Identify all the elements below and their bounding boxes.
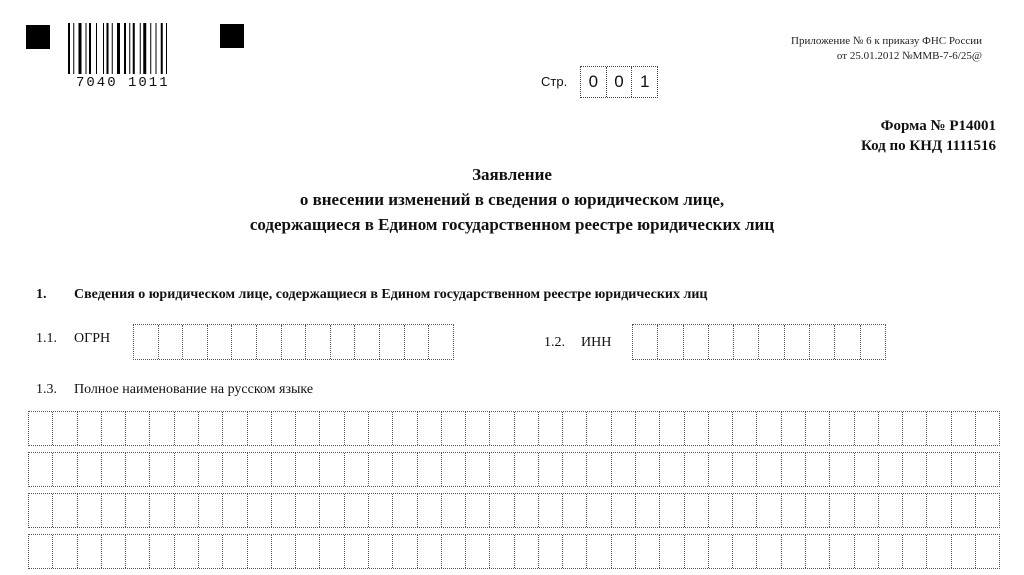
full-name-char-cell[interactable] xyxy=(125,494,149,527)
full-name-char-cell[interactable] xyxy=(611,412,635,445)
full-name-char-cell[interactable] xyxy=(465,535,489,568)
full-name-char-cell[interactable] xyxy=(708,412,732,445)
full-name-char-cell[interactable] xyxy=(392,453,416,486)
full-name-char-cell[interactable] xyxy=(829,453,853,486)
full-name-char-cell[interactable] xyxy=(586,494,610,527)
full-name-char-cell[interactable] xyxy=(611,453,635,486)
inn-char-cell[interactable] xyxy=(683,325,708,359)
ogrn-char-cell[interactable] xyxy=(354,325,379,359)
full-name-char-cell[interactable] xyxy=(465,453,489,486)
inn-char-cell[interactable] xyxy=(708,325,733,359)
full-name-char-cell[interactable] xyxy=(77,535,101,568)
barcode-bar xyxy=(161,23,163,74)
document-title: Заявление xyxy=(472,165,552,184)
page-number-field[interactable] xyxy=(580,66,658,98)
ogrn-char-cell[interactable] xyxy=(182,325,207,359)
barcode-bar xyxy=(156,23,157,74)
full-name-char-cell[interactable] xyxy=(805,535,829,568)
full-name-char-cell[interactable] xyxy=(198,453,222,486)
full-name-char-cell[interactable] xyxy=(101,535,125,568)
full-name-char-cell[interactable] xyxy=(756,453,780,486)
full-name-char-cell[interactable] xyxy=(878,453,902,486)
inn-char-cell[interactable] xyxy=(809,325,834,359)
full-name-number: 1.3. xyxy=(36,382,57,397)
full-name-row-4[interactable] xyxy=(28,534,1000,569)
full-name-char-cell[interactable] xyxy=(295,494,319,527)
full-name-char-cell[interactable] xyxy=(854,535,878,568)
full-name-char-cell[interactable] xyxy=(902,412,926,445)
full-name-char-cell[interactable] xyxy=(52,535,76,568)
full-name-char-cell[interactable] xyxy=(659,453,683,486)
barcode-bar xyxy=(103,23,104,74)
page-number-label: Стр. xyxy=(541,74,568,89)
full-name-char-cell[interactable] xyxy=(635,494,659,527)
inn-char-cell[interactable] xyxy=(657,325,682,359)
full-name-char-cell[interactable] xyxy=(635,453,659,486)
full-name-char-cell[interactable] xyxy=(417,494,441,527)
corner-marker-left xyxy=(26,25,50,49)
full-name-char-cell[interactable] xyxy=(52,494,76,527)
full-name-char-cell[interactable] xyxy=(52,412,76,445)
ogrn-char-cell[interactable] xyxy=(379,325,404,359)
full-name-char-cell[interactable] xyxy=(247,535,271,568)
full-name-char-cell[interactable] xyxy=(538,453,562,486)
full-name-char-cell[interactable] xyxy=(222,453,246,486)
full-name-char-cell[interactable] xyxy=(368,453,392,486)
full-name-char-cell[interactable] xyxy=(29,535,52,568)
ogrn-char-cell[interactable] xyxy=(231,325,256,359)
full-name-char-cell[interactable] xyxy=(586,412,610,445)
full-name-char-cell[interactable] xyxy=(684,412,708,445)
full-name-char-cell[interactable] xyxy=(562,453,586,486)
full-name-char-cell[interactable] xyxy=(902,453,926,486)
full-name-char-cell[interactable] xyxy=(392,494,416,527)
full-name-char-cell[interactable] xyxy=(805,412,829,445)
full-name-char-cell[interactable] xyxy=(319,412,343,445)
full-name-char-cell[interactable] xyxy=(975,494,999,527)
full-name-char-cell[interactable] xyxy=(222,494,246,527)
form-number: Форма № Р14001 xyxy=(880,118,996,134)
inn-number: 1.2. xyxy=(544,335,565,350)
full-name-char-cell[interactable] xyxy=(392,535,416,568)
full-name-label: Полное наименование на русском языке xyxy=(74,382,314,397)
barcode-bar xyxy=(86,23,87,74)
full-name-char-cell[interactable] xyxy=(611,535,635,568)
form-identifier xyxy=(861,116,996,156)
full-name-char-cell[interactable] xyxy=(926,412,950,445)
full-name-char-cell[interactable] xyxy=(878,535,902,568)
full-name-char-cell[interactable] xyxy=(125,535,149,568)
full-name-char-cell[interactable] xyxy=(198,494,222,527)
full-name-char-cell[interactable] xyxy=(319,535,343,568)
full-name-char-cell[interactable] xyxy=(756,494,780,527)
barcode-bar xyxy=(150,23,151,74)
full-name-char-cell[interactable] xyxy=(562,494,586,527)
full-name-char-cell[interactable] xyxy=(465,494,489,527)
full-name-char-cell[interactable] xyxy=(854,412,878,445)
full-name-char-cell[interactable] xyxy=(586,535,610,568)
full-name-row-1[interactable] xyxy=(28,411,1000,446)
full-name-char-cell[interactable] xyxy=(29,412,52,445)
ogrn-char-cell[interactable] xyxy=(207,325,232,359)
full-name-char-cell[interactable] xyxy=(514,535,538,568)
full-name-char-cell[interactable] xyxy=(441,453,465,486)
full-name-char-cell[interactable] xyxy=(149,494,173,527)
full-name-char-cell[interactable] xyxy=(441,494,465,527)
full-name-char-cell[interactable] xyxy=(611,494,635,527)
ogrn-field[interactable] xyxy=(133,324,454,360)
full-name-char-cell[interactable] xyxy=(319,494,343,527)
barcode-icon xyxy=(68,23,200,74)
document-subtitle-line-2: содержащиеся в Едином государственном реестре юридических лиц xyxy=(249,215,775,234)
full-name-char-cell[interactable] xyxy=(902,494,926,527)
full-name-char-cell[interactable] xyxy=(295,412,319,445)
barcode-bar xyxy=(117,23,120,74)
full-name-char-cell[interactable] xyxy=(247,494,271,527)
full-name-char-cell[interactable] xyxy=(149,535,173,568)
full-name-char-cell[interactable] xyxy=(368,535,392,568)
full-name-char-cell[interactable] xyxy=(417,453,441,486)
barcode-bar xyxy=(107,23,109,74)
full-name-row-2[interactable] xyxy=(28,452,1000,487)
barcode-bar xyxy=(140,23,141,74)
full-name-char-cell[interactable] xyxy=(635,412,659,445)
corner-marker-right xyxy=(220,24,244,48)
barcode-bar xyxy=(133,23,135,74)
full-name-char-cell[interactable] xyxy=(684,494,708,527)
section-title: Сведения о юридическом лице, содержащиеся в Едином государственном реестре юридических лиц xyxy=(74,287,708,302)
full-name-char-cell[interactable] xyxy=(732,535,756,568)
form-knd-code: Код по КНД 1111516 xyxy=(860,138,996,154)
full-name-char-cell[interactable] xyxy=(271,412,295,445)
barcode-bar xyxy=(166,23,167,74)
full-name-char-cell[interactable] xyxy=(247,453,271,486)
full-name-char-cell[interactable] xyxy=(732,412,756,445)
ogrn-char-cell[interactable] xyxy=(428,325,453,359)
full-name-char-cell[interactable] xyxy=(101,453,125,486)
full-name-char-cell[interactable] xyxy=(562,535,586,568)
full-name-char-cell[interactable] xyxy=(174,453,198,486)
ogrn-char-cell[interactable] xyxy=(404,325,429,359)
full-name-char-cell[interactable] xyxy=(562,412,586,445)
barcode-number: 7040 1011 xyxy=(76,75,170,91)
full-name-char-cell[interactable] xyxy=(878,494,902,527)
full-name-char-cell[interactable] xyxy=(538,535,562,568)
ogrn-char-cell[interactable] xyxy=(305,325,330,359)
full-name-char-cell[interactable] xyxy=(902,535,926,568)
full-name-char-cell[interactable] xyxy=(684,535,708,568)
full-name-char-cell[interactable] xyxy=(538,494,562,527)
full-name-char-cell[interactable] xyxy=(29,494,52,527)
full-name-char-cell[interactable] xyxy=(951,412,975,445)
full-name-char-cell[interactable] xyxy=(659,412,683,445)
full-name-char-cell[interactable] xyxy=(878,412,902,445)
appendix-line-2: от 25.01.2012 №ММВ-7-6/25@ xyxy=(836,50,982,62)
full-name-char-cell[interactable] xyxy=(344,412,368,445)
full-name-char-cell[interactable] xyxy=(708,494,732,527)
full-name-char-cell[interactable] xyxy=(805,453,829,486)
full-name-char-cell[interactable] xyxy=(174,535,198,568)
full-name-char-cell[interactable] xyxy=(926,494,950,527)
full-name-char-cell[interactable] xyxy=(781,535,805,568)
full-name-char-cell[interactable] xyxy=(344,535,368,568)
full-name-char-cell[interactable] xyxy=(29,453,52,486)
full-name-char-cell[interactable] xyxy=(538,412,562,445)
barcode-bar xyxy=(73,23,74,74)
barcode-bar xyxy=(124,23,126,74)
inn-field[interactable] xyxy=(632,324,886,360)
inn-char-cell[interactable] xyxy=(758,325,783,359)
page-digit: 1 xyxy=(631,67,657,97)
full-name-char-cell[interactable] xyxy=(77,453,101,486)
full-name-char-cell[interactable] xyxy=(392,412,416,445)
full-name-char-cell[interactable] xyxy=(975,535,999,568)
full-name-char-cell[interactable] xyxy=(368,412,392,445)
inn-char-cell[interactable] xyxy=(834,325,859,359)
ogrn-label: ОГРН xyxy=(74,331,111,346)
full-name-char-cell[interactable] xyxy=(319,453,343,486)
full-name-char-cell[interactable] xyxy=(514,453,538,486)
full-name-char-cell[interactable] xyxy=(125,412,149,445)
ogrn-char-cell[interactable] xyxy=(330,325,355,359)
barcode-bar xyxy=(112,23,113,74)
full-name-char-cell[interactable] xyxy=(732,453,756,486)
full-name-char-cell[interactable] xyxy=(659,535,683,568)
full-name-char-cell[interactable] xyxy=(271,494,295,527)
full-name-char-cell[interactable] xyxy=(465,412,489,445)
barcode-bar xyxy=(96,23,97,74)
full-name-char-cell[interactable] xyxy=(951,494,975,527)
full-name-char-cell[interactable] xyxy=(101,412,125,445)
appendix-note xyxy=(791,34,982,64)
full-name-char-cell[interactable] xyxy=(756,535,780,568)
ogrn-char-cell[interactable] xyxy=(281,325,306,359)
full-name-char-cell[interactable] xyxy=(926,453,950,486)
full-name-char-cell[interactable] xyxy=(854,453,878,486)
full-name-char-cell[interactable] xyxy=(417,412,441,445)
barcode-bar xyxy=(143,23,146,74)
full-name-char-cell[interactable] xyxy=(926,535,950,568)
inn-char-cell[interactable] xyxy=(784,325,809,359)
full-name-char-cell[interactable] xyxy=(271,535,295,568)
full-name-char-cell[interactable] xyxy=(149,412,173,445)
page-digit: 0 xyxy=(606,67,632,97)
full-name-char-cell[interactable] xyxy=(174,412,198,445)
full-name-char-cell[interactable] xyxy=(198,535,222,568)
full-name-char-cell[interactable] xyxy=(684,453,708,486)
ogrn-number: 1.1. xyxy=(36,331,57,346)
full-name-char-cell[interactable] xyxy=(198,412,222,445)
inn-char-cell[interactable] xyxy=(733,325,758,359)
barcode-bar xyxy=(68,23,70,74)
full-name-char-cell[interactable] xyxy=(222,535,246,568)
full-name-char-cell[interactable] xyxy=(344,453,368,486)
full-name-char-cell[interactable] xyxy=(101,494,125,527)
ogrn-char-cell[interactable] xyxy=(134,325,158,359)
full-name-char-cell[interactable] xyxy=(222,412,246,445)
document-subtitle-line-1: о внесении изменений в сведения о юридическом лице, xyxy=(299,190,725,209)
full-name-char-cell[interactable] xyxy=(295,453,319,486)
full-name-char-cell[interactable] xyxy=(441,535,465,568)
full-name-char-cell[interactable] xyxy=(441,412,465,445)
full-name-char-cell[interactable] xyxy=(975,412,999,445)
full-name-char-cell[interactable] xyxy=(125,453,149,486)
full-name-char-cell[interactable] xyxy=(756,412,780,445)
full-name-char-cell[interactable] xyxy=(805,494,829,527)
appendix-line-1: Приложение № 6 к приказу ФНС России xyxy=(791,35,982,47)
full-name-char-cell[interactable] xyxy=(975,453,999,486)
inn-char-cell[interactable] xyxy=(633,325,657,359)
full-name-char-cell[interactable] xyxy=(951,535,975,568)
ogrn-char-cell[interactable] xyxy=(256,325,281,359)
ogrn-char-cell[interactable] xyxy=(158,325,183,359)
full-name-char-cell[interactable] xyxy=(295,535,319,568)
full-name-char-cell[interactable] xyxy=(854,494,878,527)
full-name-char-cell[interactable] xyxy=(489,453,513,486)
full-name-char-cell[interactable] xyxy=(829,535,853,568)
inn-label: ИНН xyxy=(581,335,612,350)
inn-char-cell[interactable] xyxy=(860,325,885,359)
full-name-char-cell[interactable] xyxy=(247,412,271,445)
full-name-char-cell[interactable] xyxy=(344,494,368,527)
full-name-char-cell[interactable] xyxy=(174,494,198,527)
full-name-char-cell[interactable] xyxy=(514,494,538,527)
full-name-char-cell[interactable] xyxy=(77,412,101,445)
full-name-char-cell[interactable] xyxy=(708,535,732,568)
full-name-char-cell[interactable] xyxy=(659,494,683,527)
full-name-char-cell[interactable] xyxy=(77,494,101,527)
page-digit: 0 xyxy=(588,72,599,91)
full-name-char-cell[interactable] xyxy=(586,453,610,486)
full-name-char-cell[interactable] xyxy=(514,412,538,445)
barcode-bar xyxy=(89,23,91,74)
full-name-row-3[interactable] xyxy=(28,493,1000,528)
full-name-char-cell[interactable] xyxy=(489,494,513,527)
full-name-char-cell[interactable] xyxy=(489,412,513,445)
full-name-char-cell[interactable] xyxy=(52,453,76,486)
full-name-char-cell[interactable] xyxy=(489,535,513,568)
full-name-char-cell[interactable] xyxy=(271,453,295,486)
full-name-char-cell[interactable] xyxy=(781,494,805,527)
full-name-char-cell[interactable] xyxy=(781,453,805,486)
full-name-char-cell[interactable] xyxy=(417,535,441,568)
full-name-char-cell[interactable] xyxy=(635,535,659,568)
full-name-char-cell[interactable] xyxy=(829,494,853,527)
full-name-char-cell[interactable] xyxy=(149,453,173,486)
full-name-char-cell[interactable] xyxy=(781,412,805,445)
full-name-char-cell[interactable] xyxy=(829,412,853,445)
full-name-char-cell[interactable] xyxy=(708,453,732,486)
full-name-char-cell[interactable] xyxy=(732,494,756,527)
full-name-char-cell[interactable] xyxy=(368,494,392,527)
barcode-bar xyxy=(129,23,130,74)
full-name-char-cell[interactable] xyxy=(951,453,975,486)
section-number: 1. xyxy=(36,287,47,302)
barcode-bar xyxy=(79,23,82,74)
